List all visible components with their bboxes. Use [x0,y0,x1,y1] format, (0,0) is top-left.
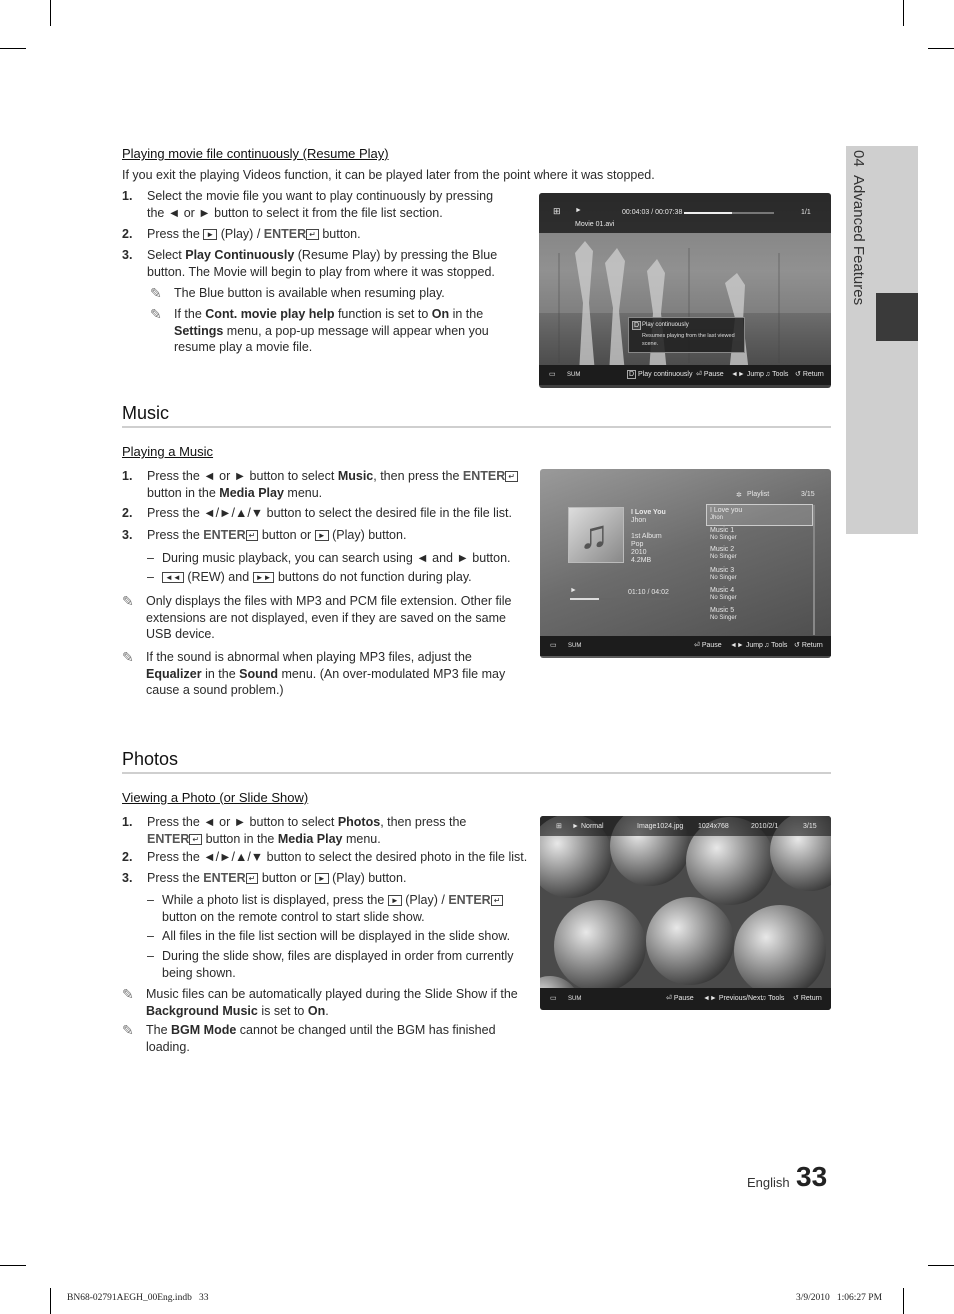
enter-icon: ↵ [306,229,319,240]
playlist-scrollbar[interactable] [813,505,815,635]
music-note-icon: ♫ [579,513,609,557]
photo-count: 3/15 [803,823,817,830]
footer-language: English [747,1175,790,1190]
movie-count: 1/1 [801,209,811,216]
music-control-bar: ▭ SUM ⏎ Pause ◄► Jump ♫ Tools ↺ Return [540,636,831,656]
crop-mark [928,48,954,49]
crop-mark [928,1265,954,1266]
play-button-icon: ► [388,895,402,906]
enter-icon: ↵ [246,530,259,541]
play-button-icon: ► [203,229,217,240]
music-heading: Playing a Music [122,444,214,459]
note-pencil-icon: ✎ [150,285,162,301]
print-timestamp: 3/9/2010 1:06:27 PM [796,1293,883,1303]
playlist-item-title[interactable]: I Love you [710,507,743,514]
song-artist: Jhon [631,517,647,524]
crop-mark [0,1265,26,1266]
fast-forward-icon: ►► [253,572,275,583]
resume-heading: Playing movie file continuously (Resume Play) [122,146,389,161]
playlist-label: Playlist [747,491,770,498]
apples-photo-image [540,816,831,1010]
note-pencil-icon: ✎ [150,306,162,322]
crop-mark [903,1288,904,1314]
song-year: 2010 [631,549,647,556]
section-divider [122,772,831,774]
photo-mode: Normal [581,823,604,830]
enter-icon: ↵ [246,873,259,884]
play-state-icon: ► [575,207,582,214]
photos-section-title: Photos [122,749,179,769]
enter-icon: ↵ [189,834,202,845]
playlist-item-artist: Jhon [710,515,724,521]
song-title: I Love You [631,509,666,516]
playlist-item-title[interactable]: Music 5 [710,607,735,614]
playlist-item-title[interactable]: Music 2 [710,546,735,553]
play-button-icon: ► [315,873,329,884]
usb-device-icon: ▭ [550,995,557,1002]
playlist-count: 3/15 [801,491,815,498]
note-pencil-icon: ✎ [122,1022,134,1038]
movie-time: 00:04:03 / 00:07:38 [622,209,683,216]
crop-mark [50,0,51,26]
playlist-item-artist: No Singer [710,575,737,581]
photo-viewer-screenshot [540,816,831,1010]
movie-filename: Movie 01.avi [575,221,615,228]
section-divider [122,426,831,428]
music-section-title: Music [122,403,170,423]
enter-icon: ↵ [491,895,504,906]
page-number: 33 [796,1161,828,1192]
photo-resolution: 1024x768 [698,823,729,830]
rewind-icon: ◄◄ [162,572,184,583]
crop-mark [50,1288,51,1314]
music-time: 01:10 / 04:02 [628,589,669,596]
song-size: 4.2MB [631,557,652,564]
resume-intro: If you exit the playing Videos function, it can be played later from the point where it was stopped. [122,168,655,182]
playlist-item-artist: No Singer [710,535,737,541]
chapter-tab-marker [876,293,918,341]
play-button-icon: ► [315,530,329,541]
music-player-screenshot [540,469,831,658]
photo-filename: Image1024.jpg [637,823,684,830]
album-art [568,507,624,563]
playlist-item-title[interactable]: Music 1 [710,527,735,534]
usb-device-icon: ▭ [549,371,556,378]
photo-icon: ⊞ [556,823,562,830]
playlist-item-artist: No Singer [710,554,737,560]
playlist-item-title[interactable]: Music 3 [710,567,735,574]
playlist-item-artist: No Singer [710,595,737,601]
crop-mark [903,0,904,26]
movie-control-bar: ▭ SUM D Play continuously ⏎ Pause ◄► Jump ♫ Tools ↺ Return [539,365,831,385]
music-progress-bar [570,598,670,600]
note-pencil-icon: ✎ [122,649,134,665]
usb-device-icon: ▭ [550,642,557,649]
photos-heading: Viewing a Photo (or Slide Show) [122,790,309,805]
playlist-item-artist: No Singer [710,615,737,621]
play-state-icon: ► [570,587,577,594]
song-genre: Pop [631,541,644,548]
playlist-icon: ✲ [736,492,742,499]
movie-player-screenshot [539,193,831,388]
photo-date: 2010/2/1 [751,823,779,830]
video-icon: ⊞ [553,206,561,216]
print-file-info: BN68-02791AEGH_00Eng.indb 33 [67,1293,209,1303]
note-pencil-icon: ✎ [122,986,134,1002]
note-pencil-icon: ✎ [122,593,134,609]
enter-icon: ↵ [505,471,518,482]
chapter-label: 04 Advanced Features [850,150,867,306]
movie-progress-bar [684,212,774,214]
song-album: 1st Album [631,533,662,540]
resume-popup: D Play continuously Resumes playing from the last viewed scene. [628,317,745,353]
playlist-item-title[interactable]: Music 4 [710,587,735,594]
play-state-icon: ► [572,823,579,830]
crop-mark [0,48,26,49]
photo-control-bar: ▭ SUM ⏎ Pause ◄► Previous/Next ♫ Tools ↺ Return [540,988,831,1010]
